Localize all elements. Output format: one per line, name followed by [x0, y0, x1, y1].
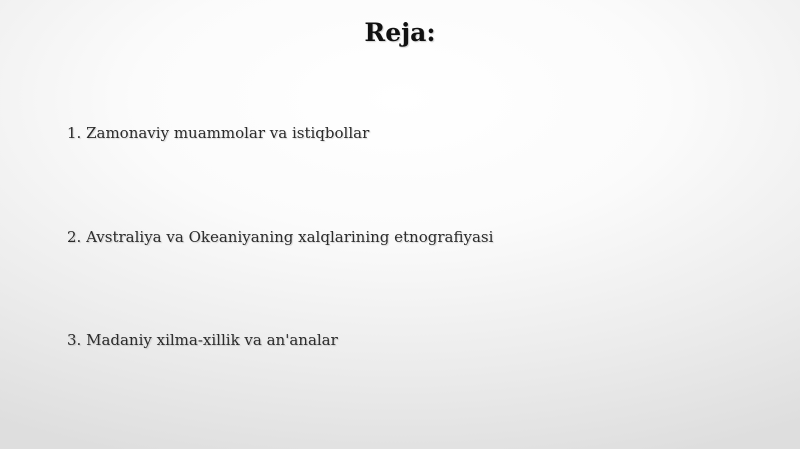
- slide-title: Reja:: [364, 18, 436, 47]
- plan-item-2: 2. Avstraliya va Okeaniyaning xalqlarining etnografiyasi: [67, 228, 494, 246]
- plan-item-3: 3. Madaniy xilma-xillik va an'analar: [67, 331, 338, 349]
- plan-item-1: 1. Zamonaviy muammolar va istiqbollar: [67, 124, 370, 142]
